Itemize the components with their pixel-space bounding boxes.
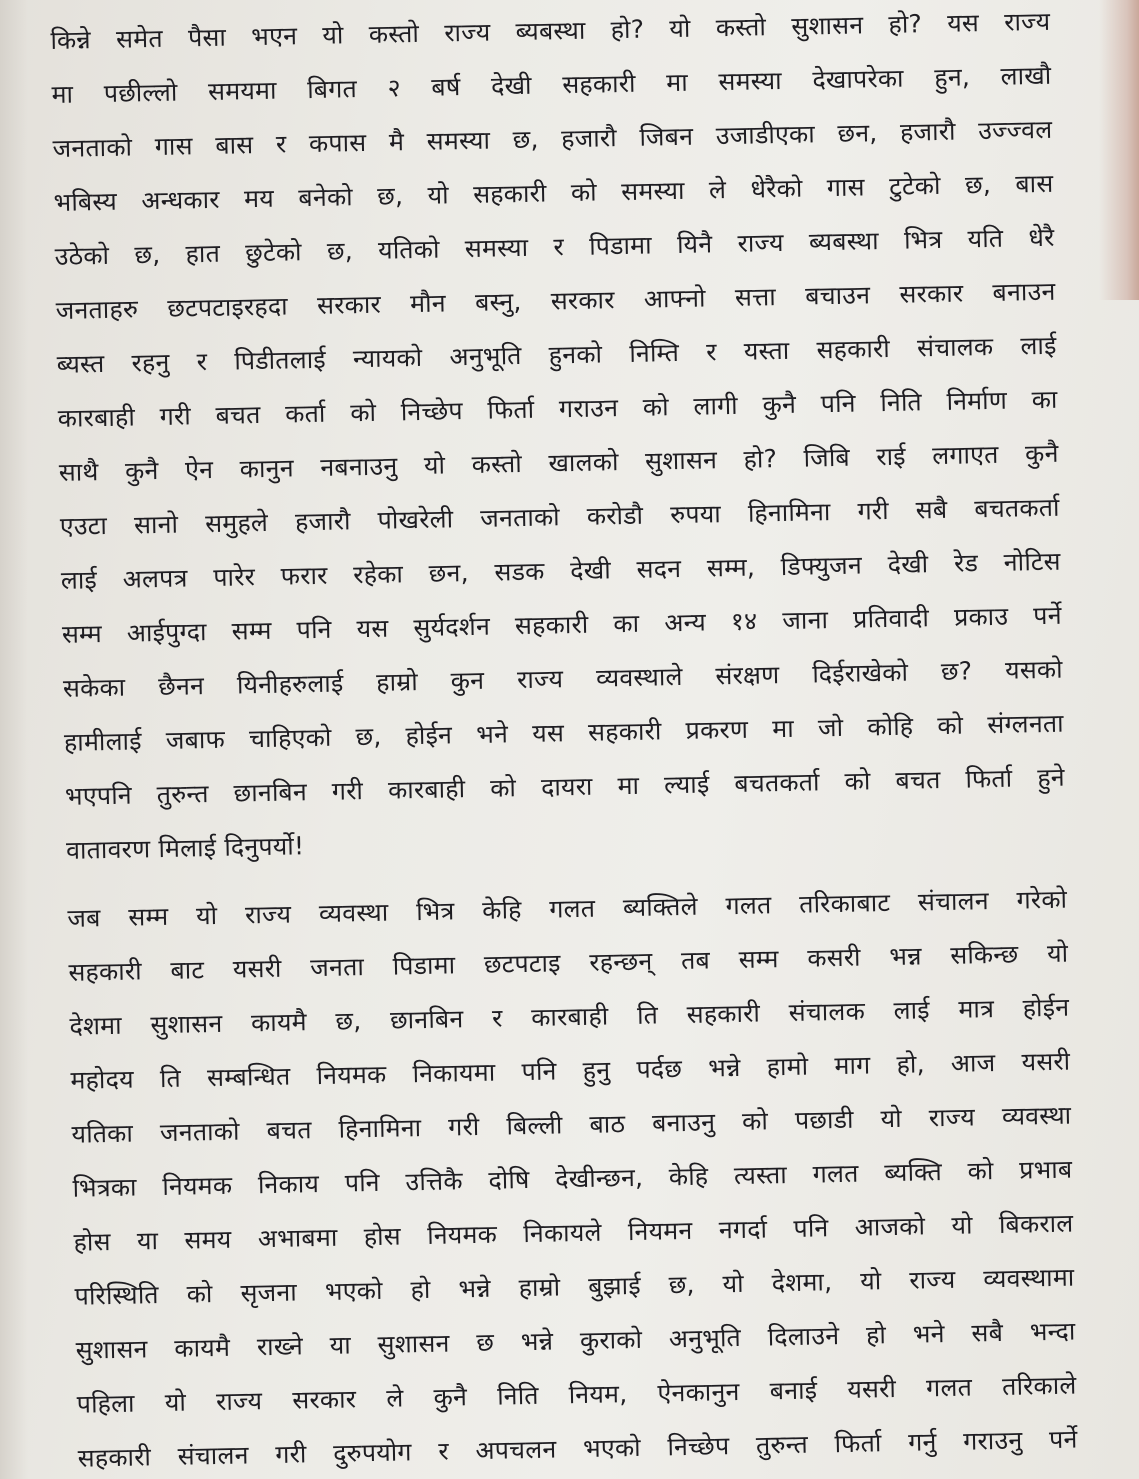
text-line: मा पछील्लो समयमा बिगत २ बर्ष देखी सहकारी मा समस्या देखापरेका हुन, लाखौ [51, 60, 1052, 109]
text-line: जनताको गास बास र कपास मै समस्या छ, हजारौ जिबन उजाडीएका छन, हजारौ उज्ज्वल [52, 114, 1053, 163]
text-line: जब सम्म यो राज्य व्यवस्था भित्र केहि गलत ब्यक्तिले गलत तरिकाबाट संचालन गरेको [67, 884, 1068, 933]
text-line: सहकारी बाट यसरी जनता पिडामा छटपटाइ रहन्छन् तब सम्म कसरी भन्न सकिन्छ यो [68, 938, 1069, 987]
text-line: सम्म आईपुग्दा सम्म पनि यस सुर्यदर्शन सहकारी का अन्य १४ जाना प्रतिवादी प्रकाउ पर्ने [61, 600, 1063, 649]
text-line: ब्यस्त रहनु र पिडीतलाई न्यायको अनुभूति हुनको निम्ति र यस्ता सहकारी संचालक लाई [56, 330, 1057, 379]
paragraph-2 [67, 872, 1088, 1479]
document-body [50, 0, 1088, 1479]
text-line: उठेको छ, हात छुटेको छ, यतिको समस्या र पिडामा यिनै राज्य ब्यबस्था भित्र यति धेरै [54, 222, 1055, 271]
text-line: किन्ने समेत पैसा भएन यो कस्तो राज्य ब्यबस्था हो? यो कस्तो सुशासन हो? यस राज्य [50, 6, 1051, 55]
text-line: भएपनि तुरुन्त छानबिन गरी कारबाही को दायरा मा ल्याई बचतकर्ता को बचत फिर्ता हुने [64, 762, 1066, 811]
text-line: सुशासन कायमै राख्ने या सुशासन छ भन्ने कुराको अनुभूति दिलाउने हो भने सबै भन्दा [75, 1316, 1076, 1365]
text-line: लाई अलपत्र पारेर फरार रहेका छन, सडक देखी सदन सम्म, डिफ्युजन देखी रेड नोटिस [60, 546, 1061, 595]
text-line: पहिला यो राज्य सरकार ले कुनै निति नियम, ऐनकानुन बनाई यसरी गलत तरिकाले [76, 1370, 1077, 1419]
text-line: होस या समय अभाबमा होस नियमक निकायले नियमन नगर्दा पनि आजको यो बिकराल [73, 1208, 1074, 1257]
text-line: साथै कुनै ऐन कानुन नबनाउनु यो कस्तो खालको सुशासन हो? जिबि राई लगाएत कुनै [58, 438, 1059, 487]
text-line: देशमा सुशासन कायमै छ, छानबिन र कारबाही ति सहकारी संचालक लाई मात्र होईन [69, 992, 1070, 1041]
text-line: परिस्थिति को सृजना भएको हो भन्ने हाम्रो बुझाई छ, यो देशमा, यो राज्य व्यवस्थामा [74, 1262, 1075, 1311]
text-line: हामीलाई जबाफ चाहिएको छ, होईन भने यस सहकारी प्रकरण मा जो कोहि को संग्लनता [63, 708, 1065, 757]
text-line: भबिस्य अन्धकार मय बनेको छ, यो सहकारी को समस्या ले धेरैको गास टुटेको छ, बास [53, 168, 1054, 217]
text-line: महोदय ति सम्बन्धित नियमक निकायमा पनि हुनु पर्दछ भन्ने हामो माग हो, आज यसरी [70, 1046, 1071, 1095]
text-line: भित्रका नियमक निकाय पनि उत्तिकै दोषि देखीन्छन, केहि त्यस्ता गलत ब्यक्ति को प्रभाब [72, 1154, 1073, 1203]
page-shadow-left [0, 0, 28, 1479]
text-line: यतिका जनताको बचत हिनामिना गरी बिल्ली बाठ बनाउनु को पछाडी यो राज्य व्यवस्था [71, 1100, 1072, 1149]
text-line: कारबाही गरी बचत कर्ता को निच्छेप फिर्ता गराउन को लागी कुनै पनि निति निर्माण का [57, 384, 1058, 433]
text-line-last: वातावरण मिलाई दिनुपर्यो! [65, 831, 305, 865]
text-line: एउटा सानो समुहले हजारौ पोखरेली जनताको करोडौ रुपया हिनामिना गरी सबै बचतकर्ता [59, 492, 1060, 541]
text-line: सहकारी संचालन गरी दुरुपयोग र अपचलन भएको निच्छेप तुरुन्त फिर्ता गर्नु गराउनु पर्ने [77, 1424, 1078, 1473]
text-line: सकेका छैनन यिनीहरुलाई हाम्रो कुन राज्य व्यवस्थाले संरक्षण दिईराखेको छ? यसको [62, 654, 1064, 703]
paragraph-1 [50, 0, 1076, 878]
text-line: जनताहरु छटपटाइरहदा सरकार मौन बस्नु, सरकार आफ्नो सत्ता बचाउन सरकार बनाउन [55, 276, 1056, 325]
page-edge-tint [1099, 0, 1139, 300]
